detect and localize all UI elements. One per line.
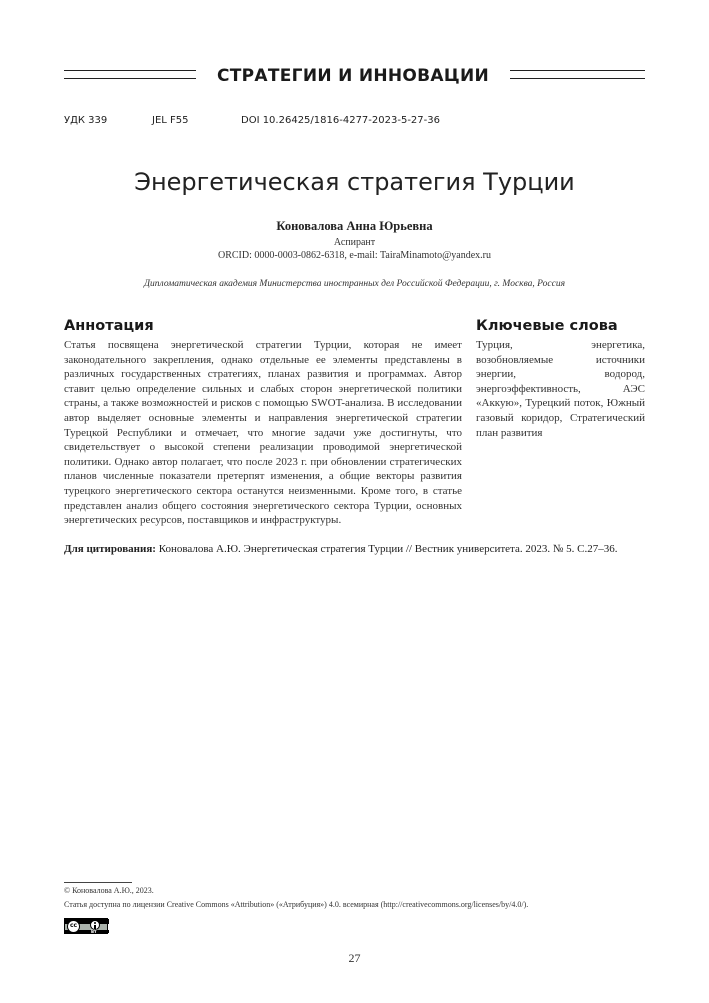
cc-icon: cc xyxy=(67,920,80,933)
page-number: 27 xyxy=(348,951,361,965)
footnote-rule xyxy=(64,882,132,883)
citation xyxy=(64,543,664,555)
udk-code: УДК 339 xyxy=(64,115,108,126)
copyright-note: © Коновалова А.Ю., 2023. xyxy=(64,886,154,895)
citation-text: Коновалова А.Ю. Энергетическая стратегия Турции // Вестник университета. 2023. № 5. С.27–36. xyxy=(155,543,618,555)
abstract-heading: Аннотация xyxy=(64,318,154,334)
cc-by-license-badge xyxy=(64,918,108,934)
author-name: Коновалова Анна Юрьевна xyxy=(276,219,433,233)
author-contacts: ORCID: 0000-0003-0862-6318, e-mail: TairaMinamoto@yandex.ru xyxy=(218,250,491,261)
header-rule-right xyxy=(510,70,645,79)
jel-code: JEL F55 xyxy=(152,115,189,126)
license-note: Статья доступна по лицензии Creative Commons «Attribution» («Атрибуция») 4.0. всемирная (http://creativecommons.org/licenses/by/4.0/). xyxy=(64,900,529,909)
article-title: Энергетическая стратегия Турции xyxy=(134,168,575,196)
header-rule-left xyxy=(64,70,196,79)
doi: DOI 10.26425/1816-4277-2023-5-27-36 xyxy=(241,115,440,126)
keywords-heading: Ключевые слова xyxy=(476,318,618,334)
author-role: Аспирант xyxy=(333,237,376,248)
by-label: BY xyxy=(91,929,97,934)
author-affiliation: Дипломатическая академия Министерства иностранных дел Российской Федерации, г. Москва, Россия xyxy=(144,279,565,289)
section-title: СТРАТЕГИИ И ИННОВАЦИИ xyxy=(216,66,490,86)
abstract-text: Статья посвящена энергетической стратегии Турции, которая не имеет законодательного закрепления, однако отдельные ее элементы представлены в различных государственных стратегиях, планах развития и программах. Автор ставит целью определение сильных и слабых сторон энергетической политики страны, а также возможностей и рисков с помощью SWOT-анализа. В исследовании автор выделяет основные элементы и направления энергетической стратегии Турецкой Республики и отмечает, что многие задачи уже достигнуты, что свидетельствует о высокой степени реализации проводимой энергетической политики. Однако автор полагает, что после 2023 г. при обновлении стратегических планов численные показатели претерпят изменения, а общие векторы развития турецкого энергетического сектора останутся неизменными. Кроме того, в статье представлен анализ общего состояния энергетического сектора Турции, основных энергетических ресурсов, поставщиков и инфраструктуры. xyxy=(64,339,462,527)
citation-label: Для цитирования: xyxy=(64,543,156,555)
keywords-text: Турция, энергетика, возобновляемые источники энергии, водород, энергоэффективность, АЭС «Аккую», Турецкий поток, Южный газовый коридор, Стратегический план развития xyxy=(476,339,645,439)
